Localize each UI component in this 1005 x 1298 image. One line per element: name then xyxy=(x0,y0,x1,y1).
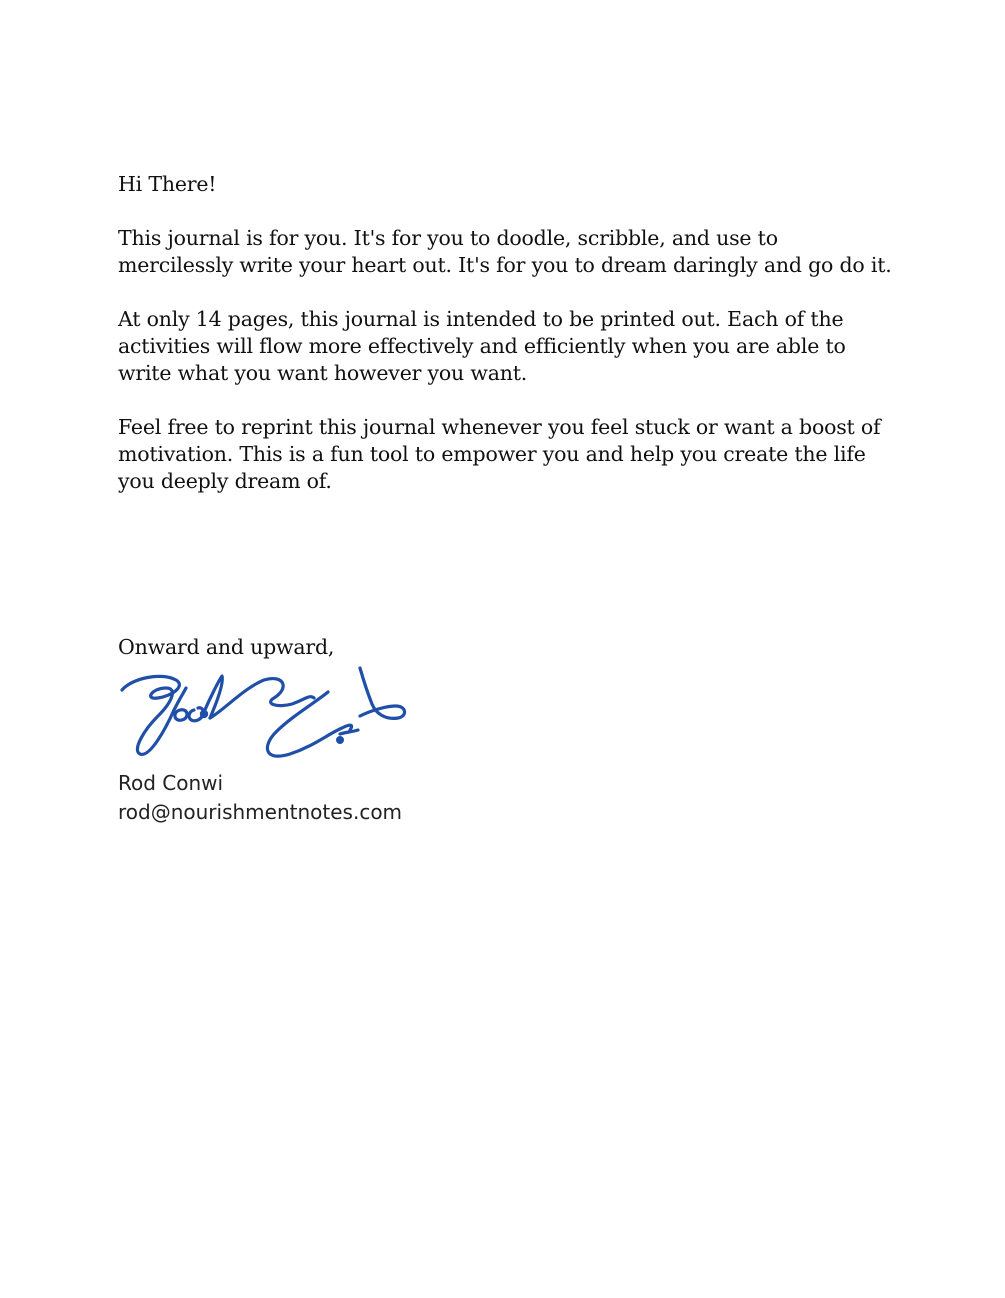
sender-block xyxy=(118,769,402,827)
letter-body xyxy=(118,171,898,522)
paragraph-2: At only 14 pages, this journal is intended to be printed out. Each of the activities will flow more effectively and efficiently when you are able to write what you want however you want. xyxy=(118,307,846,385)
sender-email[interactable]: rod@nourishmentnotes.com xyxy=(118,800,403,824)
sender-name: Rod Conwi xyxy=(118,771,224,795)
closing-line: Onward and upward, xyxy=(118,635,335,659)
paragraph-1: This journal is for you. It's for you to doodle, scribble, and use to mercilessly write your heart out. It's for you to dream daringly and go do it. xyxy=(118,226,892,277)
greeting: Hi There! xyxy=(118,172,217,196)
signature-icon xyxy=(114,658,414,768)
paragraph-3: Feel free to reprint this journal whenever you feel stuck or want a boost of motivation. This is a fun tool to empower you and help you create the life you deeply dream of. xyxy=(118,415,881,493)
